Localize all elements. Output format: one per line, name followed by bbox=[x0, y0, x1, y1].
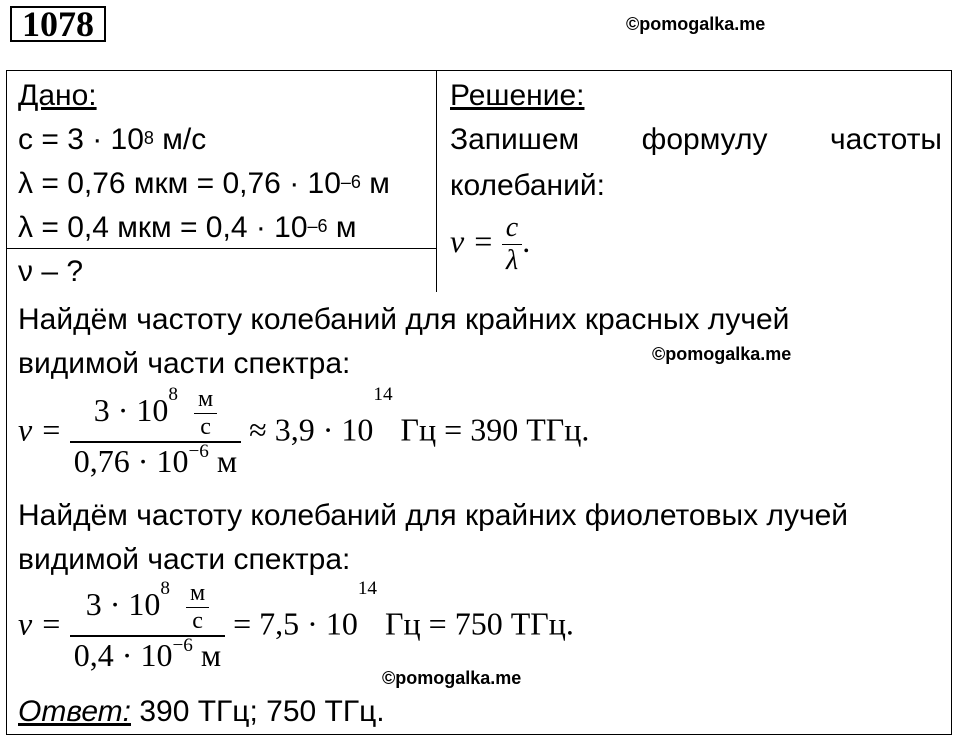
problem-number: 1078 bbox=[10, 6, 106, 42]
watermark-middle: ©pomogalka.me bbox=[652, 344, 792, 364]
given-find: ν – ? bbox=[18, 255, 84, 288]
watermark-top: ©pomogalka.me bbox=[626, 14, 766, 34]
red-calculation: ν = $3 \cdot 10^8$ $\frac{м}{с}$ $0,76 \cdot 10^{-6}$ м ≈ $3,9 \cdot 10^{14}$ Гц = 390 ТГц. bbox=[18, 384, 590, 479]
formula-frequency: ν = $\frac{c}{\lambda}$ . bbox=[450, 212, 531, 276]
watermark-bottom: ©pomogalka.me bbox=[382, 668, 522, 688]
given-speed: $c = 3 \cdot 10^8$ м/с bbox=[18, 123, 207, 156]
violet-text-line2: видимой части спектра: bbox=[18, 543, 351, 576]
divider-vertical bbox=[436, 70, 437, 292]
violet-calculation: ν = $3 \cdot 10^8$ $\frac{м}{с}$ $0,4 \cdot 10^{-6}$ м = $7,5 \cdot 10^{14}$ Гц = 750 ТГц. bbox=[18, 578, 574, 673]
answer-value: 390 ТГц; 750 ТГц. bbox=[131, 695, 385, 728]
violet-text-line1: Найдём частоту колебаний для крайних фиолетовых лучей bbox=[18, 499, 849, 532]
given-title: Дано: bbox=[18, 79, 97, 112]
answer-label: Ответ: bbox=[18, 695, 131, 728]
red-text-line2: видимой части спектра: bbox=[18, 347, 351, 380]
solution-title: Решение: bbox=[450, 79, 585, 112]
divider-horizontal bbox=[6, 248, 436, 249]
solution-intro-line2: колебаний: bbox=[450, 169, 605, 202]
answer-line bbox=[18, 694, 385, 730]
given-wavelength-red: λ = 0,76 мкм = $0,76 \cdot 10^{-6}$ м bbox=[18, 167, 390, 200]
red-text-line1: Найдём частоту колебаний для крайних красных лучей bbox=[18, 303, 790, 336]
solution-intro-line: Запишем формулу частоты bbox=[450, 123, 942, 156]
given-wavelength-violet: λ = 0,4 мкм = $0,4 \cdot 10^{-6}$ м bbox=[18, 211, 357, 244]
